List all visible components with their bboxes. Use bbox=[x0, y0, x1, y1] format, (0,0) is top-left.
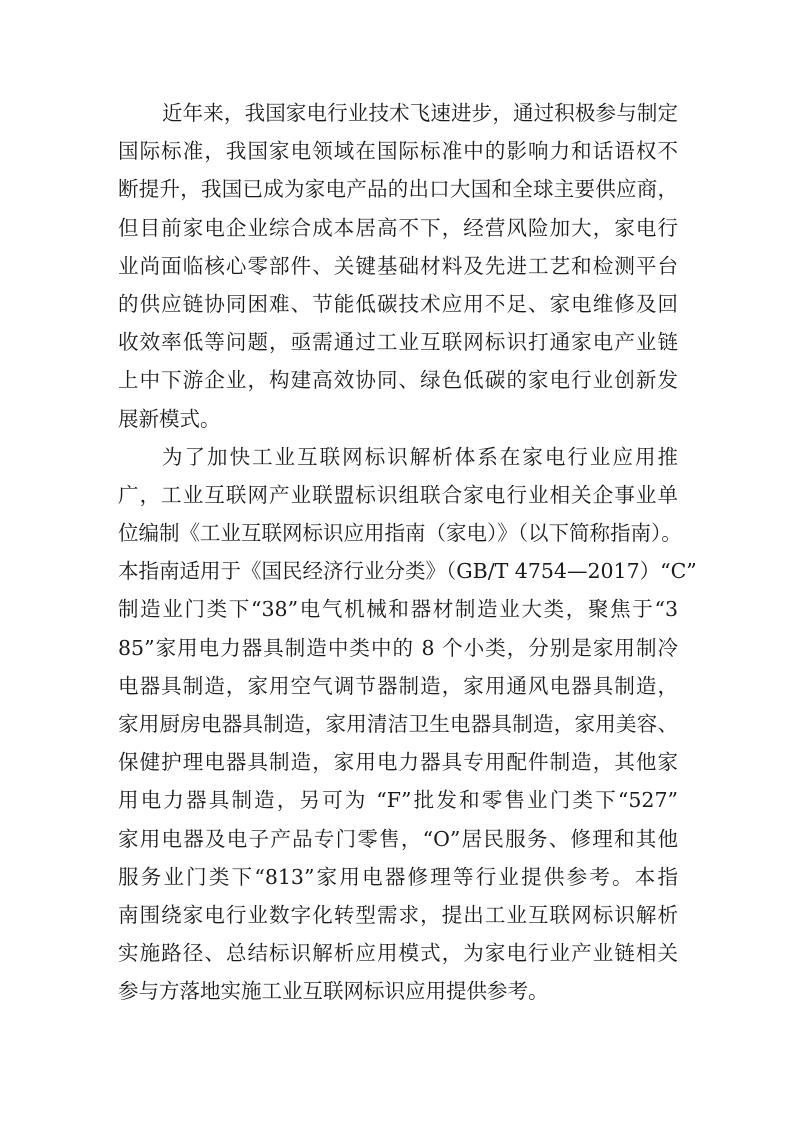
paragraph-line: 85”家用电力器具制造中类中的 8 个小类，分别是家用制冷 bbox=[118, 635, 678, 660]
paragraph-line: 制造业门类下“38”电气机械和器材制造业大类，聚焦于“3 bbox=[118, 597, 678, 622]
paragraph-line: 实施路径、总结标识解析应用模式，为家电行业产业链相关 bbox=[118, 941, 678, 966]
paragraph-line: 国际标准，我国家电领域在国际标准中的影响力和话语权不 bbox=[118, 139, 678, 164]
paragraph-line: 位编制《工业互联网标识应用指南（家电）》（以下简称指南）。 bbox=[118, 521, 682, 546]
paragraph-line: 家用电器及电子产品专门零售，“O”居民服务、修理和其他 bbox=[118, 826, 678, 851]
document-page bbox=[118, 94, 697, 1011]
paragraph-line: 展新模式。 bbox=[118, 406, 221, 431]
paragraph-line: 保健护理电器具制造，家用电力器具专用配件制造，其他家 bbox=[118, 750, 678, 775]
paragraph-line: 收效率低等问题，亟需通过工业互联网标识打通家电产业链 bbox=[118, 330, 678, 355]
paragraph-line: 用电力器具制造，另可为 “F”批发和零售业门类下“527” bbox=[118, 788, 678, 813]
paragraph-1 bbox=[118, 94, 678, 438]
paragraph-line: 断提升，我国已成为家电产品的出口大国和全球主要供应商， bbox=[118, 177, 678, 202]
paragraph-line: 家用厨房电器具制造，家用清洁卫生电器具制造，家用美容、 bbox=[118, 712, 678, 736]
paragraph-line: 但目前家电企业综合成本居高不下，经营风险加大，家电行 bbox=[118, 215, 678, 240]
paragraph-line: 广，工业互联网产业联盟标识组联合家电行业相关企事业单 bbox=[118, 482, 678, 507]
paragraph-2 bbox=[118, 438, 697, 1011]
paragraph-line: 业尚面临核心零部件、关键基础材料及先进工艺和检测平台 bbox=[118, 253, 678, 278]
paragraph-line: 本指南适用于《国民经济行业分类》（GB/T 4754—2017）“C” bbox=[118, 559, 697, 584]
paragraph-line: 服务业门类下“813”家用电器修理等行业提供参考。本指 bbox=[118, 864, 678, 889]
paragraph-line: 电器具制造，家用空气调节器制造，家用通风电器具制造， bbox=[118, 673, 678, 698]
paragraph-line: 近年来，我国家电行业技术飞速进步，通过积极参与制定 bbox=[162, 101, 678, 125]
paragraph-line: 的供应链协同困难、节能低碳技术应用不足、家电维修及回 bbox=[118, 291, 678, 316]
paragraph-line: 上中下游企业，构建高效协同、绿色低碳的家电行业创新发 bbox=[118, 368, 678, 393]
paragraph-line: 参与方落地实施工业互联网标识应用提供参考。 bbox=[118, 979, 549, 1004]
paragraph-line: 南围绕家电行业数字化转型需求，提出工业互联网标识解析 bbox=[118, 902, 678, 927]
paragraph-line: 为了加快工业互联网标识解析体系在家电行业应用推 bbox=[162, 444, 678, 469]
